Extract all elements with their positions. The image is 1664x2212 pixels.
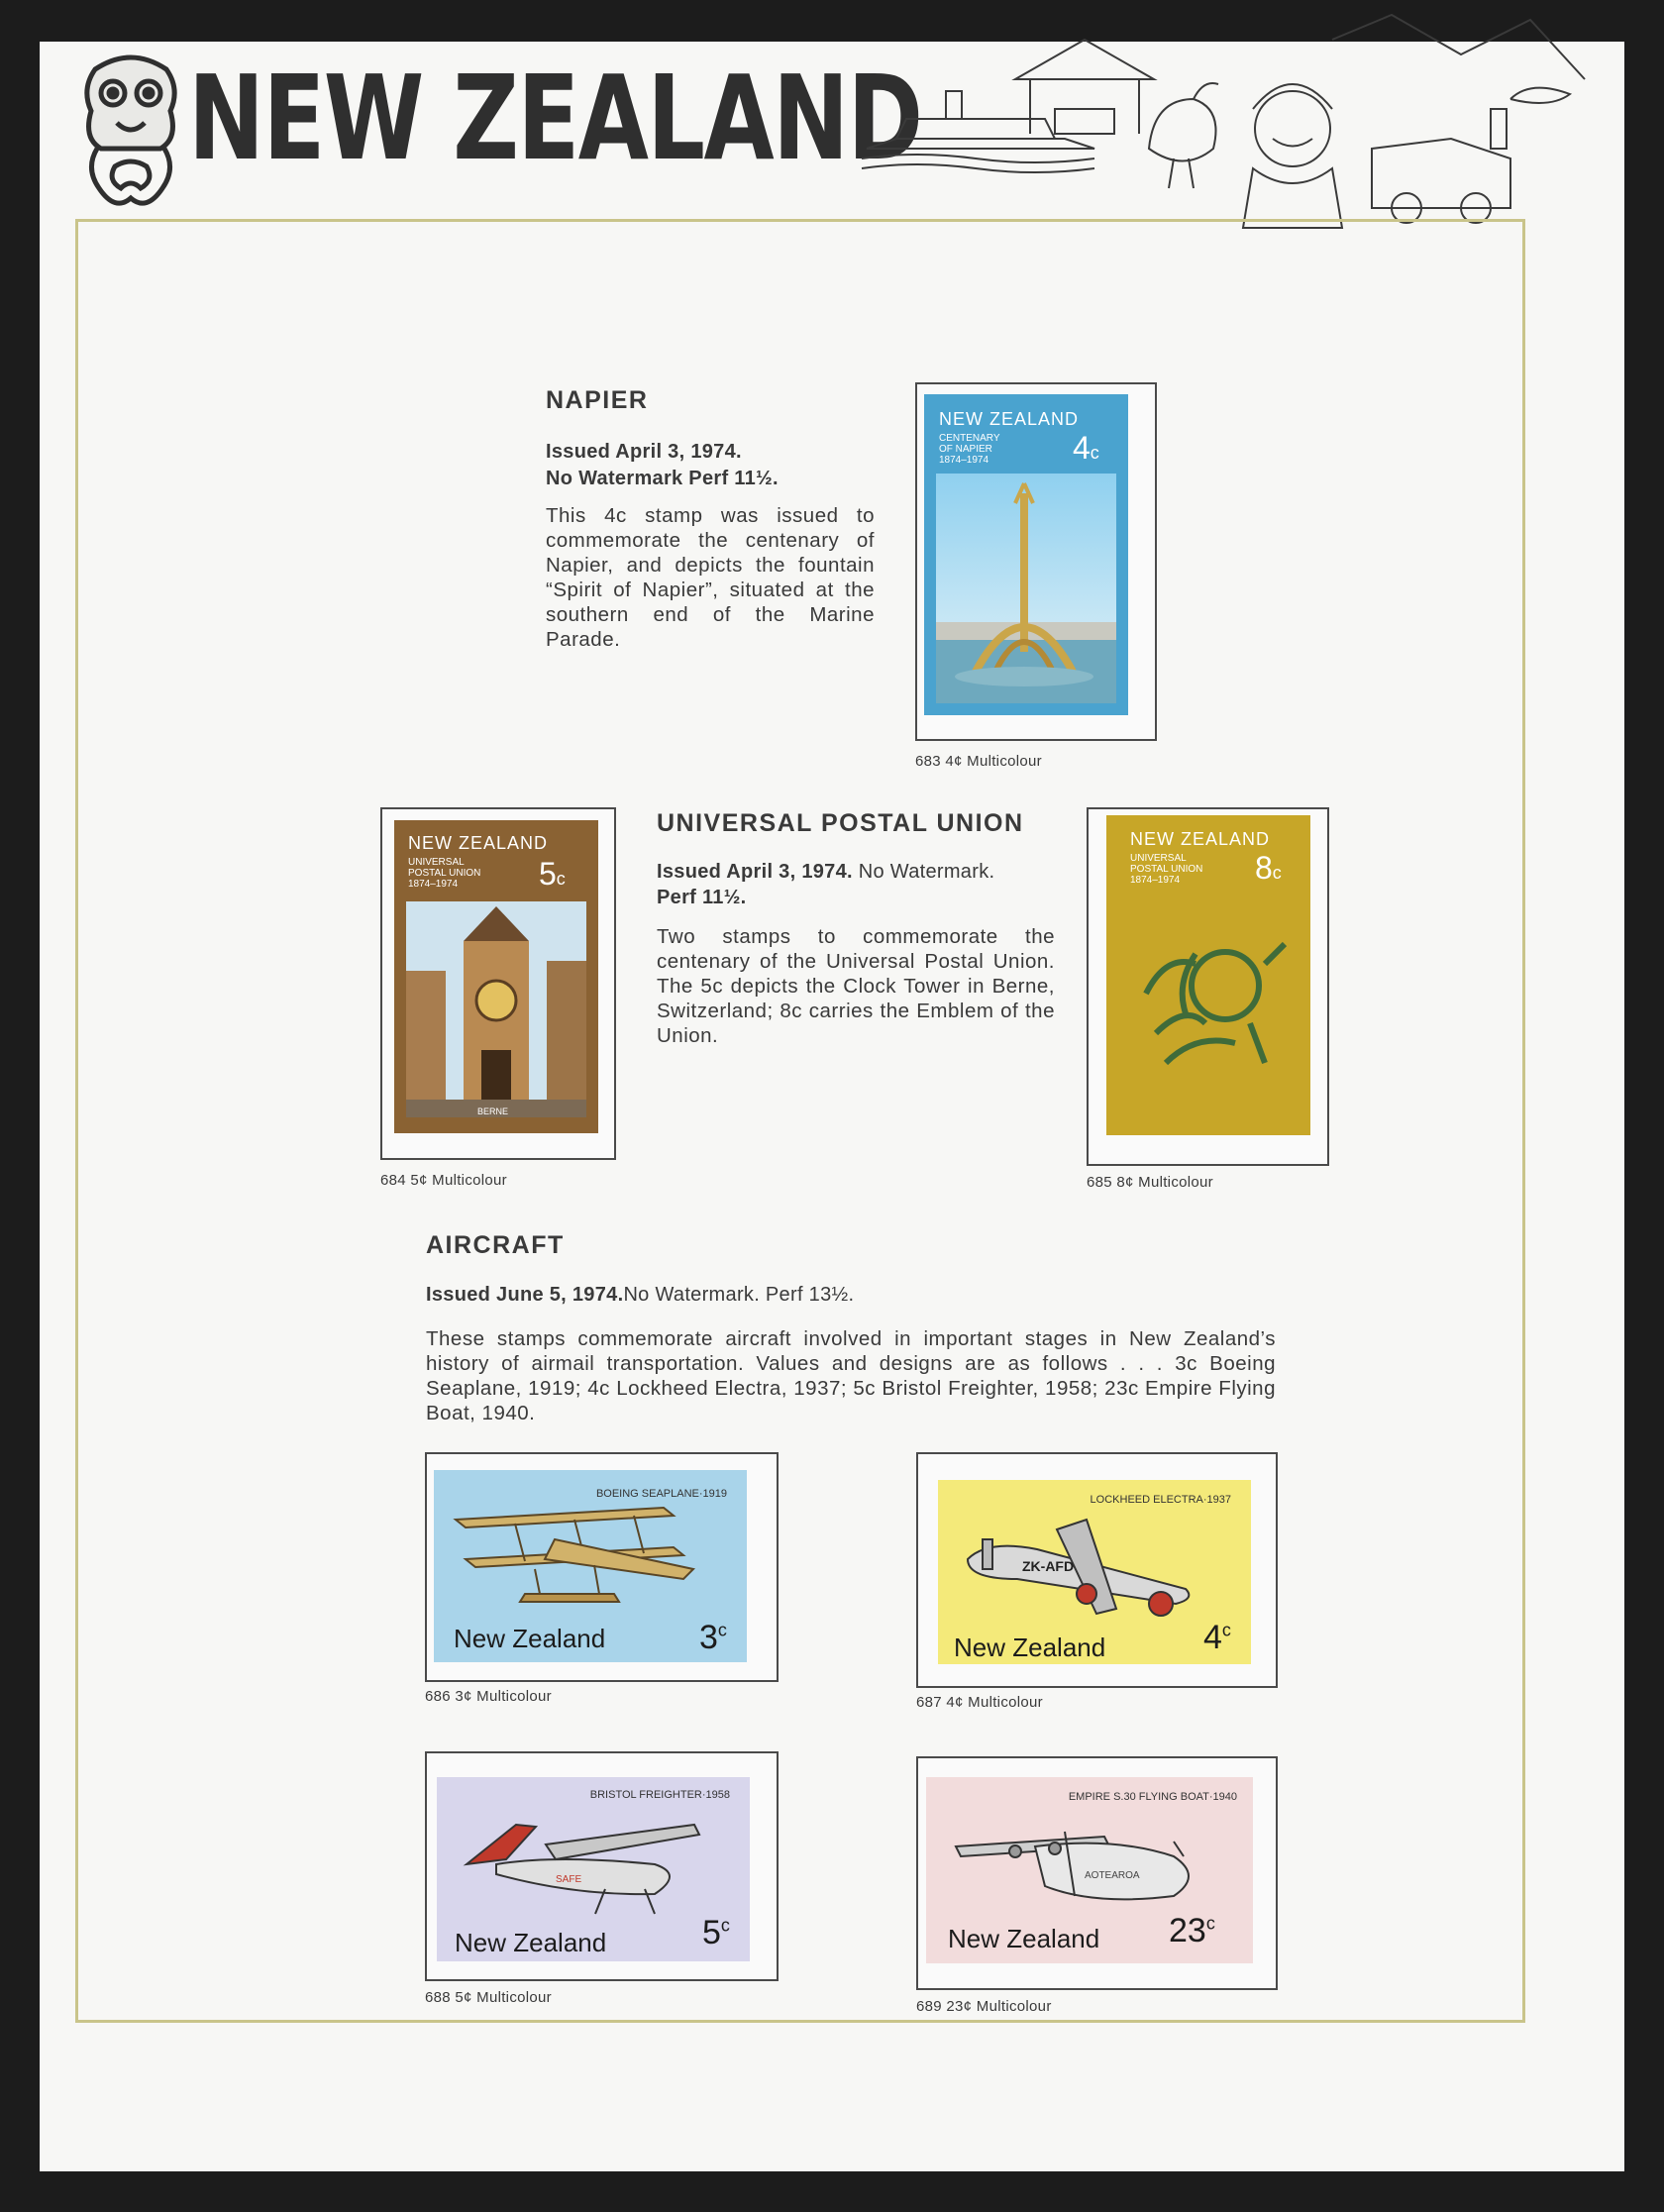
clock-tower-illustration: [406, 901, 586, 1117]
stamp-label: BRISTOL FREIGHTER·1958: [589, 1789, 730, 1801]
stamp-subtitle: 1874–1974: [939, 455, 989, 466]
stamp-687: [938, 1480, 1251, 1664]
stamp-686: [434, 1470, 747, 1662]
stamp-country: New Zealand: [455, 1928, 607, 1957]
stamp-value: 23$^c$: [1169, 1912, 1215, 1949]
stamp-subtitle: POSTAL UNION: [408, 868, 481, 879]
aircraft-registration: AOTEAROA: [1085, 1870, 1140, 1881]
stamp-value: 8c: [1255, 850, 1282, 886]
stamp-subtitle: OF NAPIER: [939, 444, 992, 455]
lockheed-electra-illustration: [958, 1510, 1215, 1629]
stamp-subtitle: 1874–1974: [408, 879, 459, 890]
header-illustration: [857, 0, 1590, 233]
caption-684: 684 5¢ Multicolour: [380, 1172, 507, 1189]
stamp-683: [924, 394, 1128, 715]
hei-tiki-icon: [75, 50, 186, 216]
stamp-label: LOCKHEED ELECTRA·1937: [1090, 1494, 1231, 1506]
bristol-freighter-illustration: [457, 1805, 714, 1924]
caption-683: 683 4¢ Multicolour: [915, 753, 1042, 770]
napier-heading: NAPIER: [546, 386, 649, 414]
stamp-685: [1106, 815, 1310, 1135]
stamp-label: EMPIRE S.30 FLYING BOAT·1940: [1068, 1791, 1237, 1803]
stamp-value: 3$^c$: [699, 1619, 727, 1656]
aircraft-registration: ZK-AFD: [1022, 1558, 1075, 1574]
caption-687: 687 4¢ Multicolour: [916, 1694, 1043, 1711]
stamp-country: New Zealand: [454, 1624, 606, 1653]
stamp-subtitle: POSTAL UNION: [1130, 864, 1203, 875]
upu-issue-line2: Perf 11½.: [657, 887, 747, 908]
aircraft-registration: SAFE: [556, 1874, 582, 1885]
stamp-subtitle: UNIVERSAL: [408, 857, 465, 868]
stamp-country: NEW ZEALAND: [939, 409, 1080, 429]
stamp-label: BOEING SEAPLANE·1919: [595, 1488, 727, 1500]
stamp-place: BERNE: [477, 1106, 509, 1116]
stamp-value: 4c: [1073, 430, 1099, 466]
stamp-subtitle: 1874–1974: [1130, 875, 1181, 886]
caption-689: 689 23¢ Multicolour: [916, 1998, 1052, 2015]
caption-688: 688 5¢ Multicolour: [425, 1989, 552, 2006]
stamp-value: 5c: [539, 856, 566, 892]
boeing-seaplane-illustration: [446, 1500, 713, 1619]
napier-description: This 4c stamp was issued to commemorate the centenary of Napier, and depicts the fountain “Spirit of Napier”, situated at the southern end of the Marine Parade.: [546, 504, 875, 651]
napier-issue-line1: Issued April 3, 1974.: [546, 441, 742, 463]
stamp-value: 4$^c$: [1203, 1619, 1231, 1656]
upu-description: Two stamps to commemorate the centenary of the Universal Postal Union. The 5c depicts the Clock Tower in Berne, Switzerland; 8c carries the Emblem of the Union.: [657, 925, 1055, 1047]
napier-issue-line2: No Watermark Perf 11½.: [546, 468, 779, 489]
caption-686: 686 3¢ Multicolour: [425, 1688, 552, 1705]
aircraft-description: These stamps commemorate aircraft involved in important stages in New Zealand’s history of airmail transportation. Values and designs are as follows . . . 3c Boeing Seaplane, 1919; 4c Lockheed Electra, 1937; 5c Bristol Freighter, 1958; 23c Empire Flying Boat, 1940.: [426, 1327, 1276, 1424]
upu-heading: UNIVERSAL POSTAL UNION: [657, 809, 1024, 837]
stamp-value: 5$^c$: [702, 1914, 730, 1951]
stamp-689: [926, 1777, 1253, 1963]
stamp-country: NEW ZEALAND: [1130, 829, 1271, 849]
fountain-illustration: [936, 474, 1116, 703]
aircraft-heading: AIRCRAFT: [426, 1231, 565, 1259]
caption-685: 685 8¢ Multicolour: [1087, 1174, 1213, 1191]
stamp-country: New Zealand: [954, 1633, 1106, 1662]
stamp-688: [437, 1777, 750, 1961]
aircraft-issue-line: Issued June 5, 1974.No Watermark. Perf 13½.: [426, 1284, 855, 1306]
empire-flying-boat-illustration: [946, 1807, 1223, 1926]
stamp-subtitle: CENTENARY: [939, 433, 1000, 444]
stamp-subtitle: UNIVERSAL: [1130, 853, 1187, 864]
stamp-country: New Zealand: [948, 1924, 1100, 1953]
country-title: NEW ZEALAND: [188, 50, 922, 186]
upu-issue-line1: Issued April 3, 1974. No Watermark.: [657, 861, 995, 883]
stamp-684: [394, 820, 598, 1133]
upu-emblem-icon: [1126, 924, 1295, 1073]
stamp-country: NEW ZEALAND: [408, 833, 549, 853]
